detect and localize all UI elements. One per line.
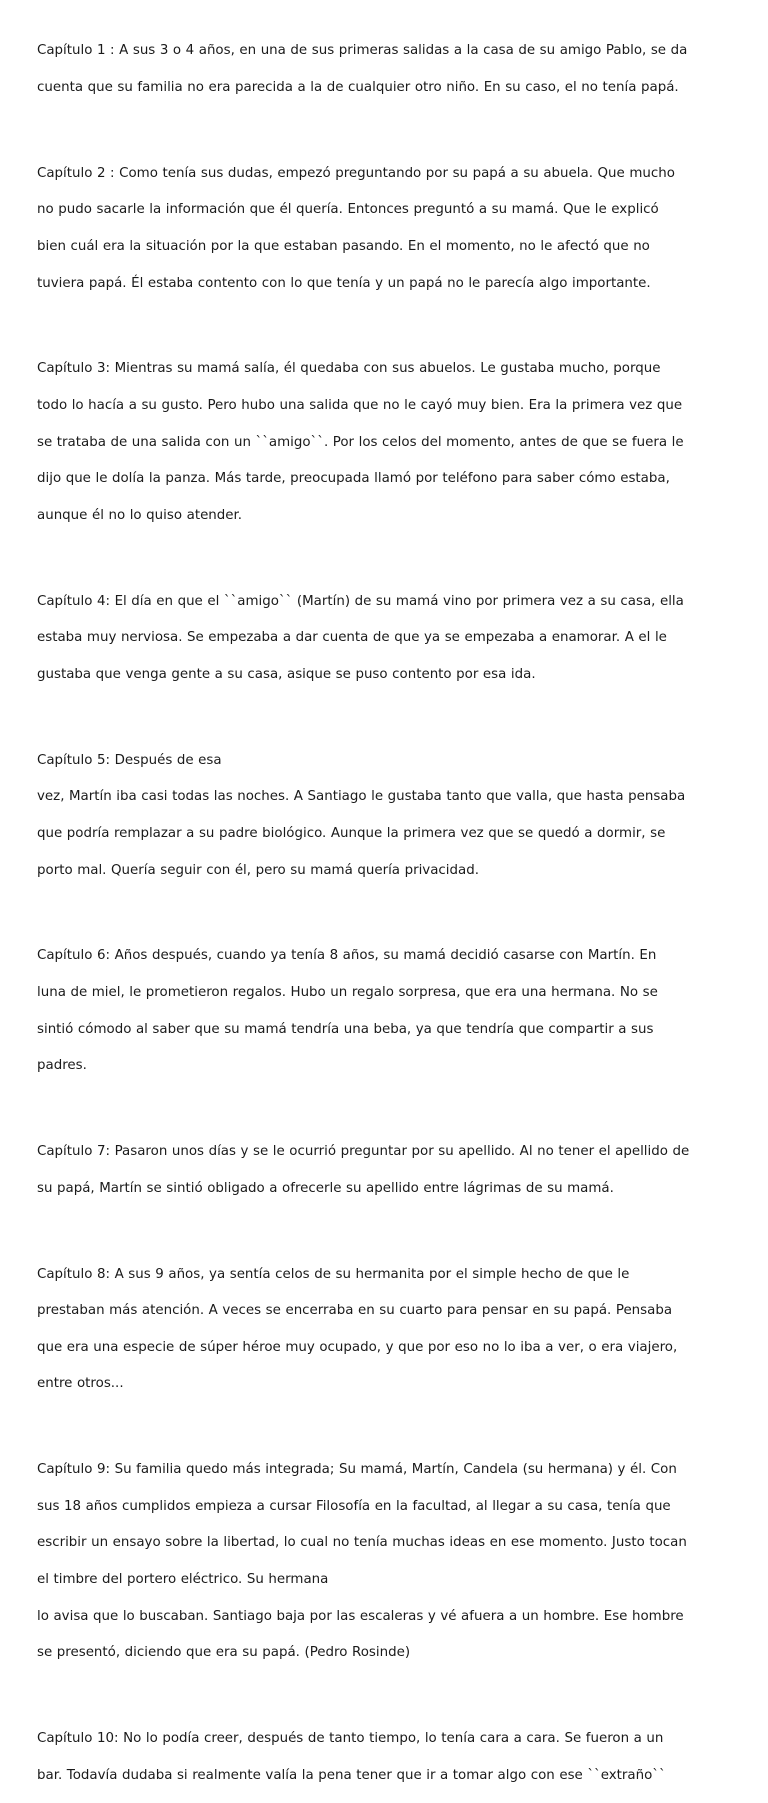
text-line: Capítulo 6: Años después, cuando ya tenía 8 años, su mamá decidió casarse con Martín. En [37,948,657,964]
chapter-7-paragraph [37,1125,730,1216]
text-line: estaba muy nerviosa. Se empezaba a dar cuenta de que ya se empezaba a enamorar. A el le [37,630,667,646]
text-line: Capítulo 8: A sus 9 años, ya sentía celos de su hermanita por el simple hecho de que le [37,1266,630,1282]
chapter-3-paragraph [37,342,730,543]
text-line: bar. Todavía dudaba si realmente valía la pena tener que ir a tomar algo con ese ``extraño`` [37,1767,666,1783]
chapter-6-paragraph [37,929,730,1094]
text-line: tuviera papá. Él estaba contento con lo que tenía y un papá no le parecía algo importante. [37,275,651,291]
text-line: escribir un ensayo sobre la libertad, lo cual no tenía muchas ideas en ese momento. Justo tocan [37,1535,687,1551]
text-line: dijo que le dolía la panza. Más tarde, preocupada llamó por teléfono para saber cómo estaba, [37,471,670,487]
text-line: sus 18 años cumplidos empieza a cursar Filosofía en la facultad, al llegar a su casa, tenía que [37,1498,671,1514]
text-line: Capítulo 4: El día en que el ``amigo`` (Martín) de su mamá vino por primera vez a su casa, ella [37,593,684,609]
text-line: Capítulo 10: No lo podía creer, después de tanto tiempo, lo tenía cara a cara. Se fueron a un [37,1731,664,1747]
chapter-8-paragraph [37,1247,730,1412]
text-line: vez, Martín iba casi todas las noches. A Santiago le gustaba tanto que valla, que hasta pensaba [37,789,686,805]
text-line: se trataba de una salida con un ``amigo``. Por los celos del momento, antes de que se fuera le [37,434,684,450]
text-line: el timbre del portero eléctrico. Su hermana [37,1572,329,1588]
text-line: entre otros... [37,1376,124,1392]
chapter-10-paragraph [37,1712,730,1803]
text-line: Capítulo 1 : A sus 3 o 4 años, en una de sus primeras salidas a la casa de su amigo Pablo, se da [37,43,688,59]
text-line: lo avisa que lo buscaban. Santiago baja por las escaleras y vé afuera a un hombre. Ese hombre [37,1608,684,1624]
text-line: se presentó, diciendo que era su papá. (Pedro Rosinde) [37,1645,411,1661]
text-line: padres. [37,1058,87,1074]
text-line: cuenta que su familia no era parecida a la de cualquier otro niño. En su caso, el no tenía papá. [37,79,679,95]
text-line: sintió cómodo al saber que su mamá tendría una beba, ya que tendría que compartir a sus [37,1021,654,1037]
text-line: su papá, Martín se sintió obligado a ofrecerle su apellido entre lágrimas de su mamá. [37,1180,614,1196]
chapter-5-paragraph [37,734,730,899]
text-line: aunque él no lo quiso atender. [37,507,243,523]
chapter-1-paragraph [37,24,730,115]
text-line: no pudo sacarle la información que él quería. Entonces preguntó a su mamá. Que le explicó [37,202,659,218]
text-line: Capítulo 3: Mientras su mamá salía, él quedaba con sus abuelos. Le gustaba mucho, porque [37,361,661,377]
text-line: gustaba que venga gente a su casa, asique se puso contento por esa ida. [37,666,536,682]
text-line: Capítulo 9: Su familia quedo más integrada; Su mamá, Martín, Candela (su hermana) y él. Con [37,1462,677,1478]
text-line: bien cuál era la situación por la que estaban pasando. En el momento, no le afectó que no [37,238,650,254]
text-line: Capítulo 5: Después de esa [37,752,222,768]
text-line: todo lo hacía a su gusto. Pero hubo una salida que no le cayó muy bien. Era la primera vez que [37,398,683,414]
chapter-9-paragraph [37,1443,730,1681]
text-line: luna de miel, le prometieron regalos. Hubo un regalo sorpresa, que era una hermana. No se [37,985,658,1001]
chapter-2-paragraph [37,146,730,311]
text-line: que podría remplazar a su padre biológico. Aunque la primera vez que se quedó a dormir, se [37,825,666,841]
chapter-4-paragraph [37,574,730,702]
text-line: porto mal. Quería seguir con él, pero su mamá quería privacidad. [37,862,479,878]
text-line: prestaban más atención. A veces se encerraba en su cuarto para pensar en su papá. Pensaba [37,1303,673,1319]
text-line: Capítulo 7: Pasaron unos días y se le ocurrió preguntar por su apellido. Al no tener el apellido de [37,1144,690,1160]
text-line: Capítulo 2 : Como tenía sus dudas, empezó preguntando por su papá a su abuela. Que mucho [37,165,675,181]
text-line: que era una especie de súper héroe muy ocupado, y que por eso no lo iba a ver, o era viajero, [37,1339,678,1355]
